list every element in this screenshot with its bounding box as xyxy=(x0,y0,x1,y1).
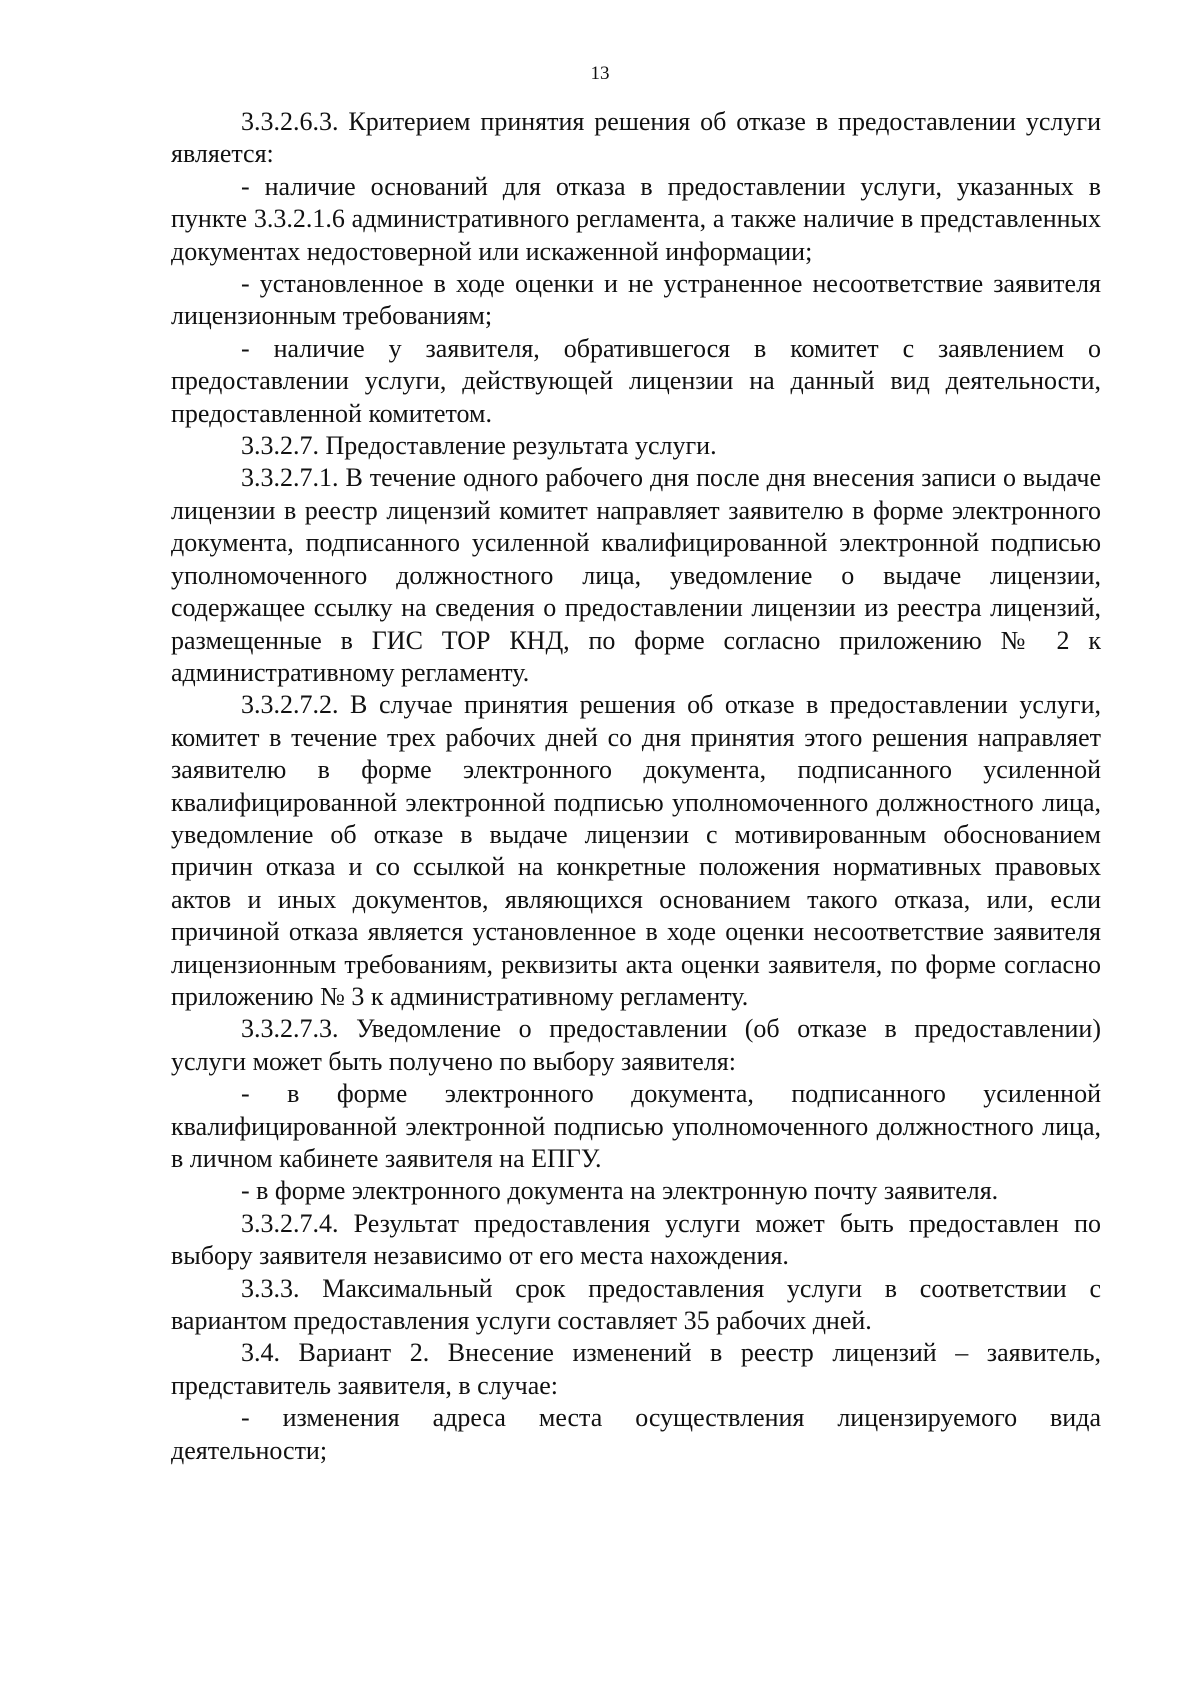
paragraph-3-3-2-7-3: 3.3.2.7.3. Уведомление о предоставлении (об отказе в предоставлении) услуги может быть получено по выбору заявителя: xyxy=(171,1014,1101,1076)
paragraph-3-3-3: 3.3.3. Максимальный срок предоставления услуги в соответствии с вариантом предоставления услуги составляет 35 рабочих дней. xyxy=(171,1273,1101,1336)
list-item-grounds-for-refusal: - наличие оснований для отказа в предоставлении услуги, указанных в пункте 3.3.2.1.6 административного регламента, а также наличие в представленных документах недостоверной или искаженной информации; xyxy=(171,171,1101,266)
list-item-address-change: - изменения адреса места осуществления лицензируемого вида деятельности; xyxy=(171,1403,1101,1465)
paragraph-3-4: 3.4. Вариант 2. Внесение изменений в реестр лицензий – заявитель, представитель заявителя, в случае: xyxy=(171,1338,1101,1400)
list-item-email: - в форме электронного документа на электронную почту заявителя. xyxy=(241,1176,999,1206)
paragraph-3-3-2-6-3: 3.3.2.6.3. Критерием принятия решения об отказе в предоставлении услуги является: xyxy=(171,107,1101,169)
document-body xyxy=(171,106,1101,1467)
paragraph-3-3-2-7-1: 3.3.2.7.1. В течение одного рабочего дня после дня внесения записи о выдаче лицензии в реестр лицензий комитет направляет заявителю в форме электронного документа, подписанного усиленной квалифицированной электронной подписью уполномоченного должностного лица, уведомление о выдаче лицензии, содержащее ссылку на сведения о предоставлении лицензии из реестра лицензий, размещенные в ГИС ТОР КНД, по форме согласно приложению № 2 к административному регламенту. xyxy=(171,463,1101,687)
paragraph-3-3-2-7-4: 3.3.2.7.4. Результат предоставления услуги может быть предоставлен по выбору заявителя независимо от его места нахождения. xyxy=(171,1208,1101,1271)
list-item-epgu-cabinet: - в форме электронного документа, подписанного усиленной квалифицированной электронной подписью уполномоченного должностного лица, в личном кабинете заявителя на ЕПГУ. xyxy=(171,1079,1101,1173)
paragraph-3-3-2-7: 3.3.2.7. Предоставление результата услуги. xyxy=(241,431,717,461)
list-item-existing-license: - наличие у заявителя, обратившегося в комитет с заявлением о предоставлении услуги, действующей лицензии на данный вид деятельности, предоставленной комитетом. xyxy=(171,333,1101,428)
paragraph-3-3-2-7-2: 3.3.2.7.2. В случае принятия решения об отказе в предоставлении услуги, комитет в течение трех рабочих дней со дня принятия этого решения направляет заявителю в форме электронного документа, подписанного усиленной квалифицированной электронной подписью уполномоченного должностного лица, уведомление об отказе в выдаче лицензии с мотивированным обоснованием причин отказа и со ссылкой на конкретные положения нормативных правовых актов и иных документов, являющихся основанием такого отказа, или, если причиной отказа является установленное в ходе оценки несоответствие заявителя лицензионным требованиям, реквизиты акта оценки заявителя, по форме согласно приложению № 3 к административному регламенту. xyxy=(171,690,1101,1011)
page-number: 13 xyxy=(590,63,610,84)
list-item-noncompliance: - установленное в ходе оценки и не устраненное несоответствие заявителя лицензионным требованиям; xyxy=(171,269,1101,331)
